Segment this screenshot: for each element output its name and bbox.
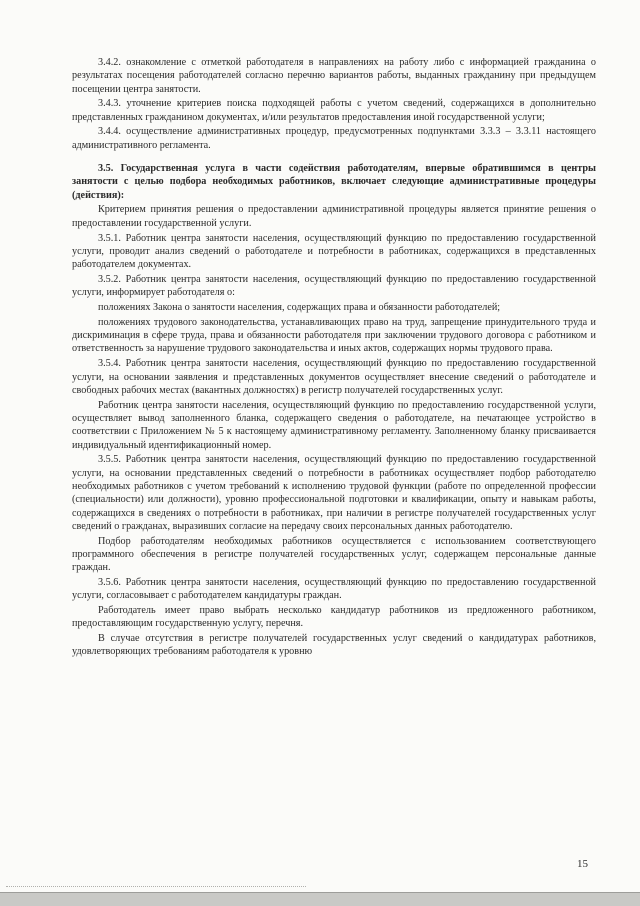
paragraph: 3.4.3. уточнение критериев поиска подходящей работы с учетом сведений, содержащихся в дополнительно представленных гражданином документах, и/или результатов предоставления иной государственной услуги; xyxy=(72,98,596,123)
document-body xyxy=(72,56,596,660)
scan-artifact-line xyxy=(6,886,306,887)
paragraph: Работодатель имеет право выбрать несколько кандидатур работников из предложенного работником, предоставляющим государственную услугу, перечня. xyxy=(72,605,596,630)
paragraph: 3.5. Государственная услуга в части содействия работодателям, впервые обратившимся в центры занятости с целью подбора необходимых работников, включает следующие административные процедуры (действия): xyxy=(72,163,596,201)
paragraph: В случае отсутствия в регистре получателей государственных услуг сведений о кандидатурах работников, удовлетворяющих требованиям работодателя к уровню xyxy=(72,633,596,658)
paragraph: 3.5.1. Работник центра занятости населения, осуществляющий функцию по предоставлению государственной услуги, проводит анализ сведений о работодателе и потребности в работниках, содержащихся в представленных работодателем документах. xyxy=(72,232,596,271)
paragraph: 3.4.2. ознакомление с отметкой работодателя в направлениях на работу либо с информацией гражданина о результатах посещения работодателей согласно перечню вариантов работы, выданных гражданину при предыдущем посещении центра занятости. xyxy=(72,57,596,95)
paragraph: 3.5.6. Работник центра занятости населения, осуществляющий функцию по предоставлению государственной услуги, согласовывает с работодателем кандидатуры граждан. xyxy=(72,576,596,602)
paragraph: Критерием принятия решения о предоставлении административной процедуры является принятие решения о предоставлении государственной услуги. xyxy=(72,204,596,229)
paragraph: Подбор работодателям необходимых работников осуществляется с использованием соответствующего программного обеспечения в регистре получателей государственных услуг, содержащем персональные данные граждан. xyxy=(72,535,596,574)
paragraph: положениях Закона о занятости населения, содержащих права и обязанности работодателей; xyxy=(98,302,501,314)
page-number: 15 xyxy=(577,858,588,870)
paragraph: 3.5.5. Работник центра занятости населения, осуществляющий функцию по предоставлению государственной услуги, на основании представленных сведений о потребности в работниках осуществляет подбор работодателю необходимых работников с учетом требований к исполнению трудовой функции (работе по определенной профессии (специальности) или должности), уровню профессиональной подготовки и квалификации, опыту и навыкам работы, содержащихся в сведениях о потребности в работниках, при наличии в регистре получателей государственных услуг сведений о гражданах, выразивших согласие на передачу своих персональных данных работодателю. xyxy=(72,454,596,532)
paragraph: Работник центра занятости населения, осуществляющий функцию по предоставлению государственной услуги, осуществляет вывод заполненного бланка, содержащего сведения о работодателе, на печатающее устройство в соответствии с Приложением № 5 к настоящему административному регламенту. Заполненному бланку присваивается индивидуальный идентификационный номер. xyxy=(72,399,596,451)
scan-bottom-edge xyxy=(0,892,640,906)
paragraph: 3.5.4. Работник центра занятости населения, осуществляющий функцию по предоставлению государственной услуги, на основании заявления и представленных документов осуществляет внесение сведений о работодателе и свободных рабочих местах (вакантных должностях) в регистр получателей государственных услуг. xyxy=(72,358,596,396)
paragraph: 3.4.4. осуществление административных процедур, предусмотренных подпунктами 3.3.3 – 3.3.11 настоящего административного регламента. xyxy=(72,126,596,151)
paragraph: положениях трудового законодательства, устанавливающих право на труд, запрещение принудительного труда и дискриминация в сфере труда, права и обязанности работодателя при заключении трудового договора с работником и ответственность за нарушение трудового законодательства и иных актов, содержащих нормы трудового права. xyxy=(72,316,596,355)
paragraph: 3.5.2. Работник центра занятости населения, осуществляющий функцию по предоставлению государственной услуги, информирует работодателя о: xyxy=(72,273,596,299)
